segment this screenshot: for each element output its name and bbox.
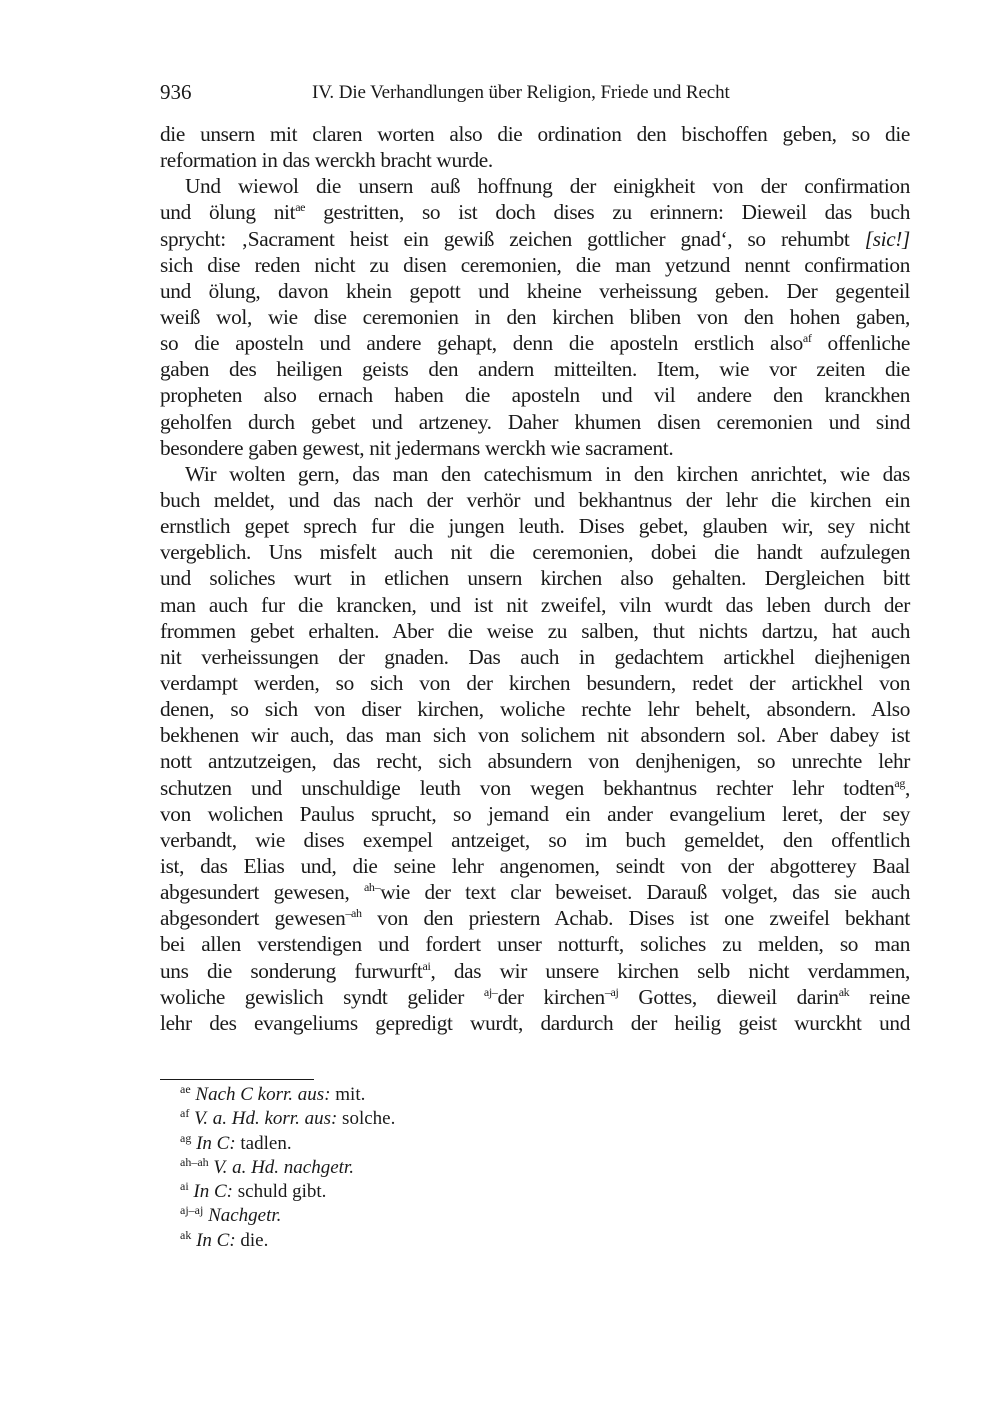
footnote-editorial: V. a. Hd. nachgetr. [213, 1156, 354, 1178]
text-line: lehr des evangeliums gepredigt wurdt, dardurch der heilig geist wurckht und [160, 1010, 910, 1035]
footnote-editorial: In C: [193, 1181, 233, 1203]
footnote-text: schuld gibt. [233, 1181, 327, 1203]
text-line: von wolichen Paulus sprucht, so jemand ein ander evangelium leret, der sey [160, 801, 910, 826]
text-line: sprycht: ‚Sacrament heist ein gewiß zeichen gottlicher gnad‘, so rehumbt [sic!] [160, 226, 910, 251]
text-line: uns die sonderung furwurft$^{ai}$, das wir unsere kirchen selb nicht verdammen, [160, 958, 910, 983]
footnote-mark: ai [180, 1179, 189, 1194]
footnote-marker: –ah [345, 906, 362, 921]
footnote-text: die. [235, 1229, 269, 1251]
footnote-mark: ah–ah [180, 1154, 209, 1169]
footnote-marker: ag [894, 775, 906, 790]
footnote-marker: ai [422, 958, 431, 973]
footnote-mark: af [180, 1106, 190, 1121]
text-line: nott antzutzeigen, das recht, sich absundern von denjhenigen, so unrechte lehr [160, 749, 910, 774]
text-line: und ölung nit$^{ae}$ gestritten, so ist doch dises zu erinnern: Dieweil das buch [160, 200, 910, 225]
text-line: die unsern mit claren worten also die ordination den bischoffen geben, so die [160, 122, 910, 146]
footnote-editorial: Nach C korr. aus: [195, 1084, 331, 1105]
text-line: reformation in das werckh bracht wurde. [160, 148, 493, 173]
page-header [160, 80, 910, 108]
footnote-editorial: In C: [196, 1132, 236, 1154]
text-line: und soliches wurt in etlichen unsern kirchen also gehalten. Dergleichen bitt [160, 566, 910, 591]
text-line: ist, das Elias und, die seine lehr angenomen, seindt von der abgotterey Baal [160, 853, 910, 878]
footnote-editorial: V. a. Hd. korr. aus: [194, 1108, 338, 1130]
footnote [160, 1107, 560, 1131]
text-line: man auch fur die krancken, und ist nit zweifel, viln wurdt das leben durch der [160, 592, 910, 617]
footnote-marker: –aj [604, 984, 619, 999]
footnote [160, 1180, 560, 1204]
text-line: abgesundert gewesen, $^{ah-}$wie der text clar beweiset. Darauß volget, das sie auch [160, 880, 910, 905]
footnote-text: solche. [337, 1108, 396, 1130]
text-line: schutzen und unschuldige leuth von wegen bekhantnus rechter lehr todten$^{ag}$, [160, 775, 910, 800]
editorial-note: [sic!] [864, 226, 910, 251]
text-line: Und wiewol die unsern auß hoffnung der einigkheit von der confirmation [185, 174, 910, 199]
footnote [160, 1156, 560, 1180]
text-line: vergeblich. Uns misfelt auch nit die ceremonien, dobei die handt aufzulegen [160, 540, 910, 565]
footnote-mark: ae [180, 1082, 191, 1096]
text-line: woliche gewislich syndt gelider $^{aj-}$der kirchen$^{-aj}$ Gottes, dieweil darin$^{ak}$ reine [160, 984, 910, 1009]
footnote-rule [160, 1079, 314, 1080]
text-line: und ölung, davon khein gepott und kheine verheissung geben. Der gegenteil [160, 278, 910, 303]
text-line: Wir wolten gern, das man den catechismum in den kirchen anrichtet, wie das [185, 461, 910, 486]
footnote-mark: aj–aj [180, 1203, 204, 1218]
footnote-text: mit. [330, 1084, 366, 1105]
text-line: frommen gebet erhalten. Aber die weise zu salben, thut nichts dartzu, hat auch [160, 618, 910, 643]
footnote [160, 1229, 560, 1253]
footnotes [160, 1083, 560, 1253]
main-text [160, 121, 910, 1036]
text-line: abgesondert gewesen$^{-ah}$ von den priestern Achab. Dises ist one zweifel bekhant [160, 906, 910, 931]
text-line: verbandt, wie dises exempel antzeiget, so im buch gemeldet, den offentlich [160, 827, 910, 852]
footnote-marker: ae [295, 200, 306, 215]
footnote-marker: ah– [363, 880, 381, 895]
text-line: sich dise reden nicht zu disen ceremonien, die man yetzund nennt confirmation [160, 252, 910, 277]
footnote-mark: ak [180, 1227, 192, 1242]
text-line: weiß wol, wie dise ceremonien in den kirchen bliben von den hohen gaben, [160, 304, 910, 329]
footnote-marker: aj– [483, 984, 498, 999]
text-line: denen, so sich von diser kirchen, woliche rechte lehr behelt, absondern. Also [160, 697, 910, 722]
text-line: besondere gaben gewest, nit jedermans werckh wie sacrament. [160, 435, 674, 460]
text-line: propheten also ernach haben die aposteln und vil andere den kranckhen [160, 383, 910, 408]
text-line: nit verheissungen der gnaden. Das auch in gedachtem artickhel diejhenigen [160, 644, 910, 669]
text-line: buch meldet, und das nach der verhör und bekhantnus der lehr die kirchen ein [160, 487, 910, 512]
footnote-editorial: In C: [196, 1229, 236, 1251]
text-line: gaben des heiligen geists den andern mitteilten. Item, wie vor zeiten die [160, 357, 910, 382]
page-number: 936 [160, 80, 192, 104]
running-title: IV. Die Verhandlungen über Religion, Friede und Recht [312, 82, 730, 103]
text-line: so die aposteln und andere gehapt, denn die aposteln erstlich also$^{af}$ offenliche [160, 331, 910, 356]
footnote-marker: af [802, 331, 812, 346]
text-line: ernstlich gepet sprech fur die jungen leuth. Dises gebet, glauben wir, sey nicht [160, 514, 910, 539]
text-line: bei allen verstendigen und fordert unser notturft, soliches zu melden, so man [160, 932, 910, 957]
footnote-marker: ak [838, 984, 850, 999]
text-line: verdampt werden, so sich von der kirchen besundern, redet der artickhel von [160, 670, 910, 695]
footnote [160, 1204, 560, 1228]
footnote [160, 1132, 560, 1156]
text-line: bekhenen wir auch, das man sich von solichem nit absondern sol. Aber dabey ist [160, 723, 910, 748]
footnote-text: tadlen. [235, 1132, 292, 1154]
text-line: geholfen durch gebet und artzeney. Daher khumen disen ceremonien und sind [160, 409, 910, 434]
footnote-editorial: Nachgetr. [208, 1205, 282, 1227]
footnote [160, 1083, 560, 1107]
footnote-mark: ag [180, 1130, 192, 1145]
